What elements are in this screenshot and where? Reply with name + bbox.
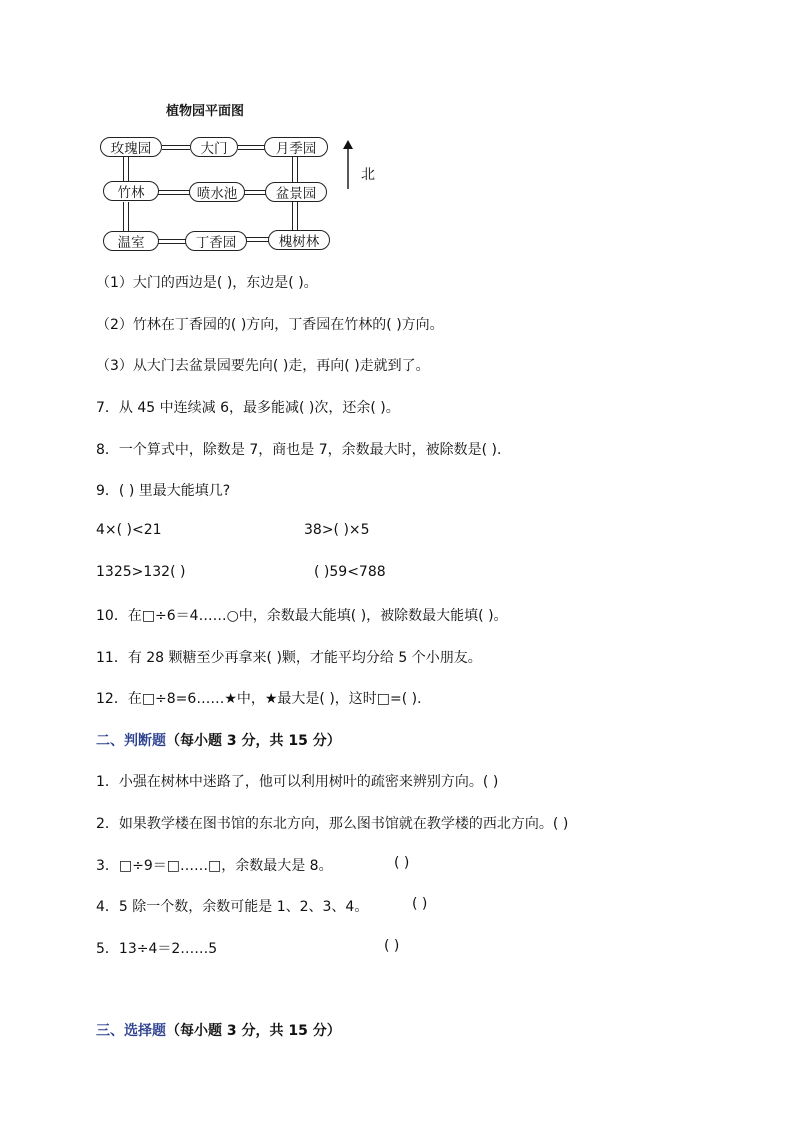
section-2-title-rest: （每小题 3 分，共 15 分） [166,733,341,749]
garden-bamboo: 竹林 [103,181,159,201]
section-3-title-rest: （每小题 3 分，共 15 分） [166,1023,341,1039]
section-2-title-highlight: 二、判断题 [96,733,166,749]
question-9: 9．( ) 里最大能填几? [96,483,231,499]
judge-item-2: 2．如果教学楼在图书馆的东北方向，那么图书馆就在教学楼的西北方向。( ) [96,816,569,832]
path-greenhouse-lilac [158,239,186,244]
path-bamboo-greenhouse [123,202,129,232]
question-9-a: 4×( )<21 [96,522,162,538]
garden-greenhouse: 温室 [103,231,159,251]
garden-lilac: 丁香园 [185,231,247,251]
north-arrow-icon [341,140,355,190]
path-rose-bamboo [123,157,129,183]
garden-gate: 大门 [190,137,238,157]
judge-item-3-bracket: ( ) [394,855,410,871]
garden-rose: 玫瑰园 [100,137,162,157]
path-chinarose-bonsai [292,157,298,183]
question-6-3: （3）从大门去盆景园要先向( )走，再向( )走就到了。 [96,358,430,374]
question-8: 8．一个算式中，除数是 7，商也是 7，余数最大时，被除数是( )． [96,442,511,458]
judge-item-5: 5．13÷4＝2……5 [96,941,218,957]
question-9-c: 1325>132( ) [96,564,186,580]
question-11: 11．有 28 颗糖至少再拿来( )颗，才能平均分给 5 个小朋友。 [96,650,482,666]
question-9-d: ( )59<788 [314,564,386,580]
question-6-2: （2）竹林在丁香园的( )方向，丁香园在竹林的( )方向。 [96,317,444,333]
question-10: 10．在□÷6＝4……○中，余数最大能填( )，被除数最大能填( )。 [96,608,508,624]
garden-chinarose: 月季园 [264,137,328,157]
path-gate-chinarose [238,145,266,150]
question-6-1: （1）大门的西边是( )，东边是( )。 [96,275,318,291]
section-3-title [96,1020,341,1040]
judge-item-1: 1．小强在树林中迷路了，他可以利用树叶的疏密来辨别方向。( ) [96,774,499,790]
question-7: 7．从 45 中连续减 6，最多能减( )次，还余( )。 [96,400,400,416]
question-12: 12．在□÷8=6……★中，★最大是( )，这时□=( )． [96,691,432,707]
question-9-b: 38>( )×5 [304,522,370,538]
judge-item-3: 3．□÷9＝□……□，余数最大是 8。 [96,858,333,874]
section-2-title [96,730,341,750]
north-label: 北 [361,167,375,183]
judge-item-4: 4．5 除一个数，余数可能是 1、2、3、4。 [96,899,369,915]
judge-item-4-bracket: ( ) [412,896,428,912]
judge-item-5-bracket: ( ) [384,938,400,954]
map-title: 植物园平面图 [166,104,245,119]
path-rose-gate [162,145,190,150]
section-3-title-highlight: 三、选择题 [96,1023,166,1039]
garden-bonsai: 盆景园 [265,182,327,202]
path-fountain-bonsai [244,190,266,195]
garden-fountain: 喷水池 [189,182,245,202]
path-bonsai-locust [292,202,298,232]
garden-locust: 槐树林 [268,230,330,250]
